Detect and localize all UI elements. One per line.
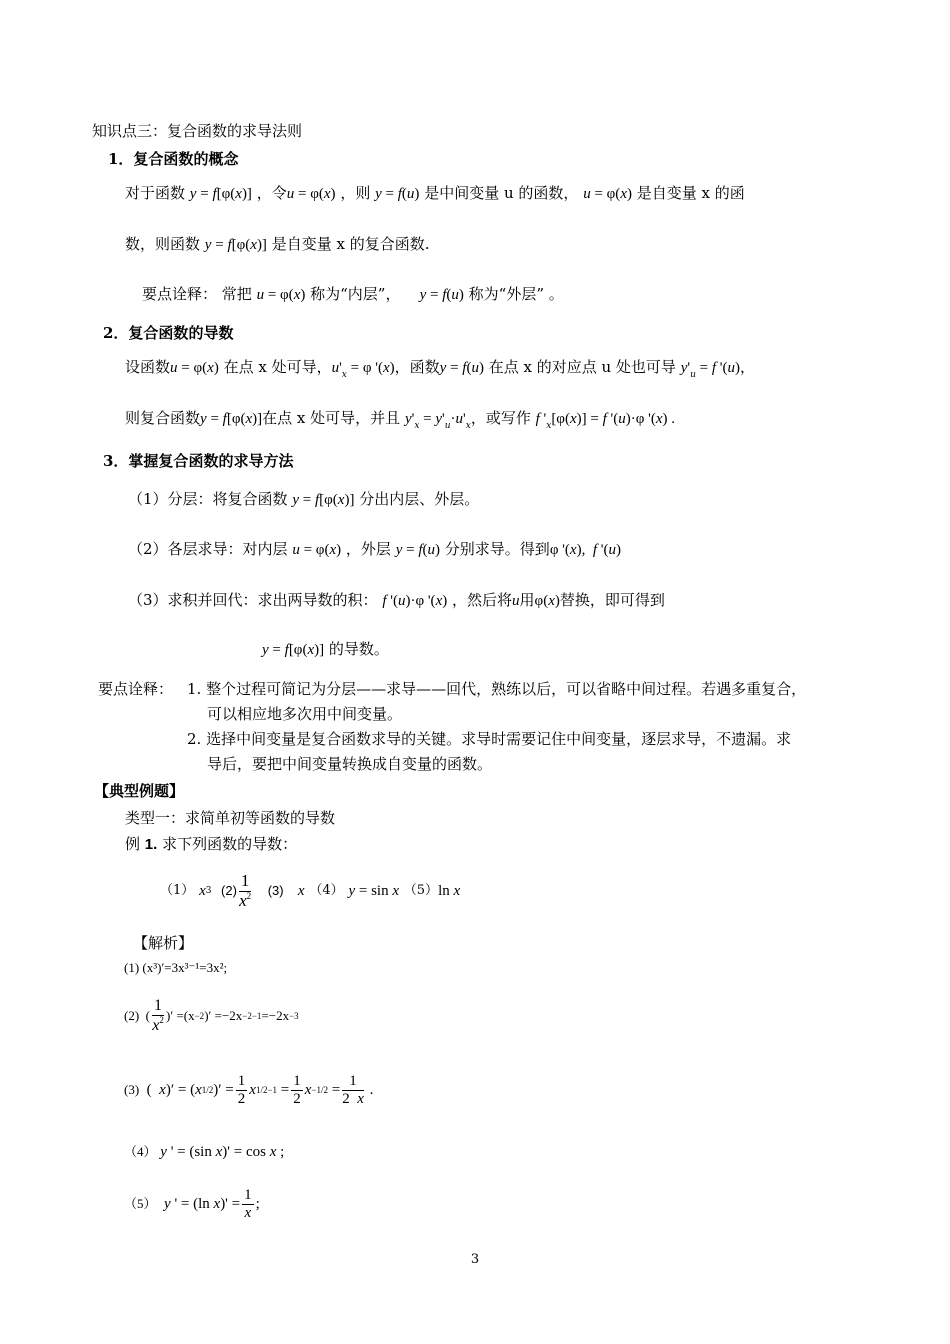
text: （2）各层求导：对内层: [128, 540, 288, 558]
examples-title: 【典型例题】: [94, 782, 185, 800]
notes-label: 要点诠释：: [98, 680, 174, 698]
note-2-line1: 2. 选择中间变量是复合函数求导的关键。求导时需要记住中间变量，逐层求导，不遗漏。求: [187, 730, 792, 748]
text: ，令: [256, 184, 287, 202]
item-label: （4）: [124, 1144, 157, 1159]
section-2-title: 2．复合函数的导数: [103, 324, 234, 342]
s1-paragraph-line1: 对于函数 y = f[φ(x)] ，令u = φ(x) ，则 y = f(u) 是中间变量 u 的函数， u = φ(x) 是自变量 x 的函: [125, 184, 745, 202]
section-1-title: 1．复合函数的概念: [108, 150, 239, 168]
item-label: (3): [124, 1082, 140, 1098]
text: 替换，即可得到: [559, 591, 665, 609]
s1-note: 要点诠释： 常把 u = φ(x) 称为“内层”， y = f(u) 称为“外层” 。: [142, 285, 564, 303]
text: 分别求导。得到: [444, 540, 550, 558]
solution-4: （4） y ' = (sin x)' = cos x ;: [124, 1144, 285, 1160]
s3-item-2: （2）各层求导：对内层 u = φ(x) ，外层 y = f(u) 分别求导。得到φ '(x), f '(u): [128, 540, 621, 558]
text: （1）分层：将复合函数: [128, 490, 288, 508]
example-1-title: [125, 835, 297, 854]
item-label: (2): [221, 883, 237, 899]
text: ，外层: [345, 540, 391, 558]
fraction: $\frac{1}{x^2}$: [152, 997, 164, 1034]
s2-paragraph-line1: 设函数u = φ(x) 在点 x 处可导，$u'_x = \varphi$ '(x)，函数y = f(u) 在点 x 的对应点 u 处也可导 $y'_u = f$ '(u)，: [125, 358, 755, 380]
page-number: 3: [470, 1252, 480, 1267]
fraction: $\frac{1}{2}$: [237, 1073, 246, 1107]
analysis-title: 【解析】: [133, 934, 194, 952]
text: 是自变量 x 的复合函数.: [271, 235, 430, 253]
text: 数，则函数: [125, 235, 201, 253]
solution-3: (3) ( x )′ = ( x 1/2 )′ = $\frac{1}{2}$ x 1/2−1 = $\frac{1}{2}$ x −1/2 = $\frac{1}{2 x}$ .: [124, 1073, 374, 1107]
text: 设函数: [125, 358, 171, 376]
s1-paragraph-line2: 数，则函数 y = f[φ(x)] 是自变量 x 的复合函数.: [125, 235, 430, 253]
note-2-line2: 导后，要把中间变量转换成自变量的函数。: [207, 755, 493, 773]
text: ，则: [340, 184, 371, 202]
item-label: (3): [267, 883, 284, 899]
text: ，然后将: [452, 591, 513, 609]
s3-item-3-cont: y = f[φ(x)] 的导数。: [262, 640, 389, 658]
s3-item-3: （3）求积并回代：求出两导数的积： f '(u)·φ '(x) ，然后将u用φ(x)替换，即可得到: [128, 591, 665, 609]
fraction: $\frac{1}{2 x}$: [342, 1073, 364, 1107]
text: 对于函数: [125, 184, 186, 202]
solution-2: (2) ( $\frac{1}{x^2}$ )′ =(x −2 )′ =−2x −2−1 =−2x −3: [124, 997, 299, 1034]
item-label: （1）: [160, 883, 195, 899]
section-3-title: 3．掌握复合函数的求导方法: [103, 452, 294, 470]
example-1-items: （1） x 3 (2) $\frac{1}{x^2}$ (3) x （4） y = sin x （5） ln x: [160, 870, 461, 910]
text: 则复合函数: [125, 409, 201, 427]
text: 要点诠释： 常把: [142, 285, 252, 303]
text: 是自变量 x 的函: [636, 184, 745, 202]
text: 分出内层、外层。: [359, 490, 480, 508]
fraction: $\frac{1}{2}$: [293, 1073, 301, 1107]
item-label: （5）: [124, 1196, 157, 1212]
s3-item-1: （1）分层：将复合函数 y = f[φ(x)] 分出内层、外层。: [128, 490, 480, 508]
text: 是中间变量 u 的函数，: [424, 184, 579, 202]
item-label: （4）: [309, 883, 344, 899]
solution-1: (1) (x³)′=3x³⁻¹=3x²;: [124, 960, 228, 975]
text: 在点 x 处可导，并且: [262, 409, 401, 427]
text: ，函数: [394, 358, 440, 376]
fraction: $\frac{1}{x}$: [244, 1187, 252, 1221]
text: 称为“内层”，: [310, 285, 401, 303]
text: 在点 x 处可导，: [223, 358, 332, 376]
item-label: (2): [124, 1008, 140, 1024]
s2-paragraph-line2: 则复合函数y = f[φ(x)]在点 x 处可导，并且 $y'_x = y'_u\cdot u'_x$，或写作 f '$_x[\varphi(x)] = f$ '(u)·φ '(x) .: [125, 409, 675, 431]
text: 用: [519, 591, 535, 609]
formula: y: [189, 186, 197, 202]
text: 例: [125, 835, 145, 853]
note-1-line2: 可以相应地多次用中间变量。: [207, 705, 403, 723]
text: 的导数。: [328, 640, 389, 658]
text: 求下列函数的导数：: [157, 835, 298, 853]
text: ，或写作: [470, 409, 531, 427]
text: 1.: [144, 836, 158, 853]
text: 在点 x 的对应点 u 处也可导: [488, 358, 676, 376]
section-heading: 知识点三：复合函数的求导法则: [92, 122, 303, 140]
text: 称为“外层” 。: [468, 285, 564, 303]
solution-5: （5） y ' = (ln x )' = $\frac{1}{x}$ ;: [124, 1187, 260, 1221]
type-1-title: 类型一：求简单初等函数的导数: [125, 809, 336, 827]
note-1-line1: 1. 整个过程可简记为分层——求导——回代，熟练以后，可以省略中间过程。若遇多重复合，: [187, 680, 807, 698]
text: （3）求积并回代：求出两导数的积：: [128, 591, 378, 609]
item-label: （5）: [403, 883, 439, 899]
fraction: $\frac{1}{x^2}$: [239, 870, 252, 910]
